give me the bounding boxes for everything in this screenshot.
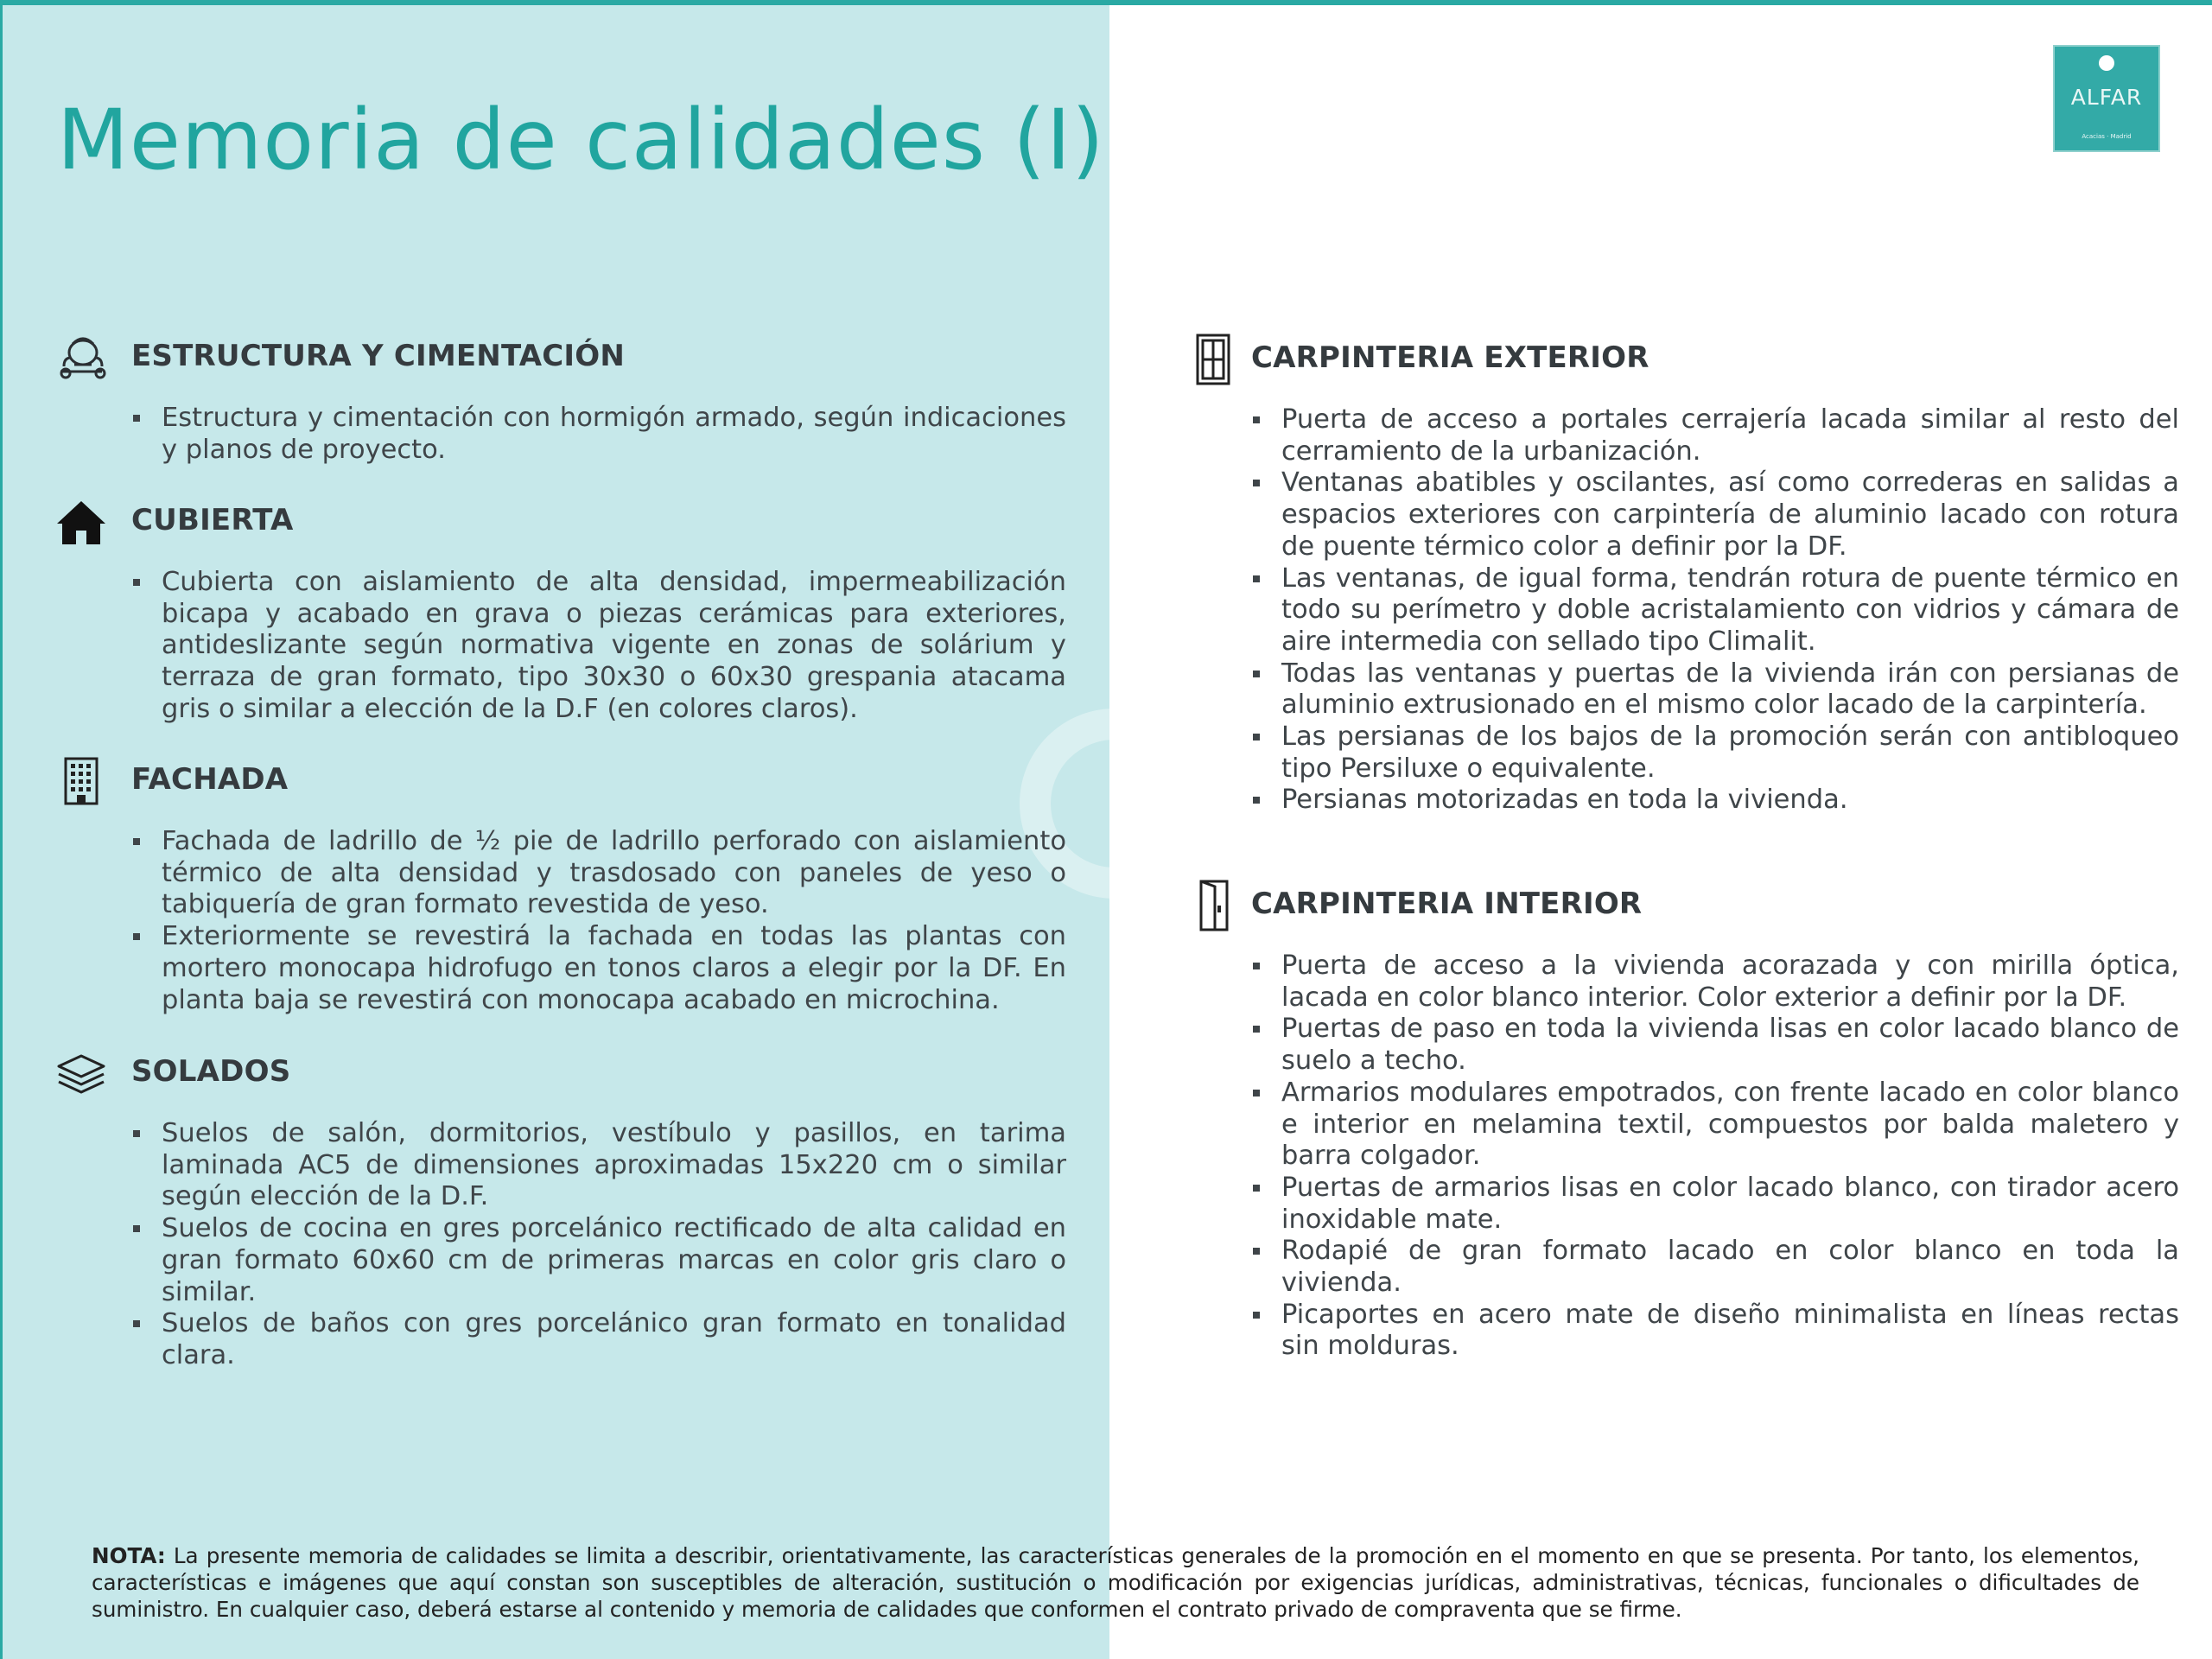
section-title: ESTRUCTURA Y CIMENTACIÓN — [131, 339, 625, 373]
left-accent-line — [0, 0, 3, 1659]
list-item: Estructura y cimentación con hormigón armado, según indicaciones y planos de proyecto. — [131, 403, 1066, 466]
house-icon — [55, 496, 107, 548]
section-title: CARPINTERIA INTERIOR — [1251, 887, 1643, 921]
section-list — [1251, 404, 2179, 817]
building-icon — [55, 755, 107, 807]
window-icon — [1189, 334, 1241, 385]
list-item: Ventanas abatibles y oscilantes, así como correderas en salidas a espacios exteriores con carpintería de aluminio lacado con rotura de puente térmico color a definir por la DF. — [1251, 467, 2179, 563]
section-title: FACHADA — [131, 762, 289, 797]
list-item: Picaportes en acero mate de diseño minimalista en líneas rectas sin molduras. — [1251, 1300, 2179, 1363]
section-list — [131, 403, 1066, 466]
note-text: La presente memoria de calidades se limita a describir, orientativamente, las características generales de la promoción en el momento en que se presenta. Por tanto, los elementos, características e imágenes que aquí constan son susceptibles de alteración, sustitución o modificación por exigencias jurídicas, administrativas, técnicas, funcionales o dificultades de suministro. En cualquier caso, deberá estarse al contenido y memoria de calidades que conformen el contrato privado de compraventa que se firme. — [92, 1543, 2139, 1622]
section-list — [131, 1118, 1066, 1372]
list-item: Todas las ventanas y puertas de la vivienda irán con persianas de aluminio extrusionado en el mismo color lacado de la carpintería. — [1251, 658, 2179, 721]
list-item: Puerta de acceso a portales cerrajería lacada similar al resto del cerramiento de la urbanización. — [1251, 404, 2179, 467]
section-title: CUBIERTA — [131, 503, 294, 537]
page-title: Memoria de calidades (I) — [57, 92, 1105, 188]
list-item: Rodapié de gran formato lacado en color blanco en toda la vivienda. — [1251, 1236, 2179, 1299]
list-item: Fachada de ladrillo de ½ pie de ladrillo perforado con aislamiento térmico de alta densidad y trasdosado con paneles de yeso o tabiquería de gran formato revestida de yeso. — [131, 826, 1066, 921]
disclaimer-note — [92, 1542, 2139, 1623]
list-item: Persianas motorizadas en toda la vivienda. — [1251, 785, 2179, 817]
logo-name: ALFAR — [2070, 85, 2143, 110]
list-item: Puertas de paso en toda la vivienda lisas en color lacado blanco de suelo a techo. — [1251, 1014, 2179, 1077]
list-item: Puerta de acceso a la vivienda acorazada y con mirilla óptica, lacada en color blanco interior. Color exterior a definir por la DF. — [1251, 950, 2179, 1014]
list-item: Las persianas de los bajos de la promoción serán con antibloqueo tipo Persiluxe o equivalente. — [1251, 721, 2179, 785]
section-list — [1251, 950, 2179, 1363]
foundation-icon — [55, 332, 107, 384]
list-item: Suelos de cocina en gres porcelánico rectificado de alta calidad en gran formato 60x60 cm de primeras marcas en color gris claro o similar. — [131, 1213, 1066, 1308]
brand-logo — [2055, 47, 2158, 150]
top-accent-line — [0, 0, 2212, 5]
list-item: Exteriormente se revestirá la fachada en todas las plantas con mortero monocapa hidrofugo en tonos claros a elegir por la DF. En planta baja se revestirá con monocapa acabado en microchina. — [131, 921, 1066, 1016]
logo-subtitle: Acacias · Madrid — [2082, 133, 2132, 140]
logo-dot — [2099, 55, 2114, 71]
section-title: CARPINTERIA EXTERIOR — [1251, 340, 1649, 375]
section-list — [131, 567, 1066, 726]
layers-icon — [55, 1047, 107, 1099]
section-list — [131, 826, 1066, 1016]
list-item: Cubierta con aislamiento de alta densidad, impermeabilización bicapa y acabado en grava o piezas cerámicas para exteriores, antideslizante según normativa vigente en zonas de solárium y terraza de gran formato, tipo 30x30 o 60x30 grespania atacama gris o similar a elección de la D.F (en colores claros). — [131, 567, 1066, 726]
list-item: Armarios modulares empotrados, con frente lacado en color blanco e interior en melamina textil, compuestos por balda maletero y barra colgador. — [1251, 1077, 2179, 1173]
list-item: Las ventanas, de igual forma, tendrán rotura de puente térmico en todo su perímetro y doble acristalamiento con vidrios y cámara de aire intermedia con sellado tipo Climalit. — [1251, 563, 2179, 658]
list-item: Suelos de salón, dormitorios, vestíbulo y pasillos, en tarima laminada AC5 de dimensiones aproximadas 15x220 cm o similar según elección de la D.F. — [131, 1118, 1066, 1213]
list-item: Suelos de baños con gres porcelánico gran formato en tonalidad clara. — [131, 1308, 1066, 1371]
door-icon — [1189, 880, 1241, 931]
section-title: SOLADOS — [131, 1054, 291, 1089]
list-item: Puertas de armarios lisas en color lacado blanco, con tirador acero inoxidable mate. — [1251, 1173, 2179, 1236]
note-label: NOTA: — [92, 1543, 166, 1568]
